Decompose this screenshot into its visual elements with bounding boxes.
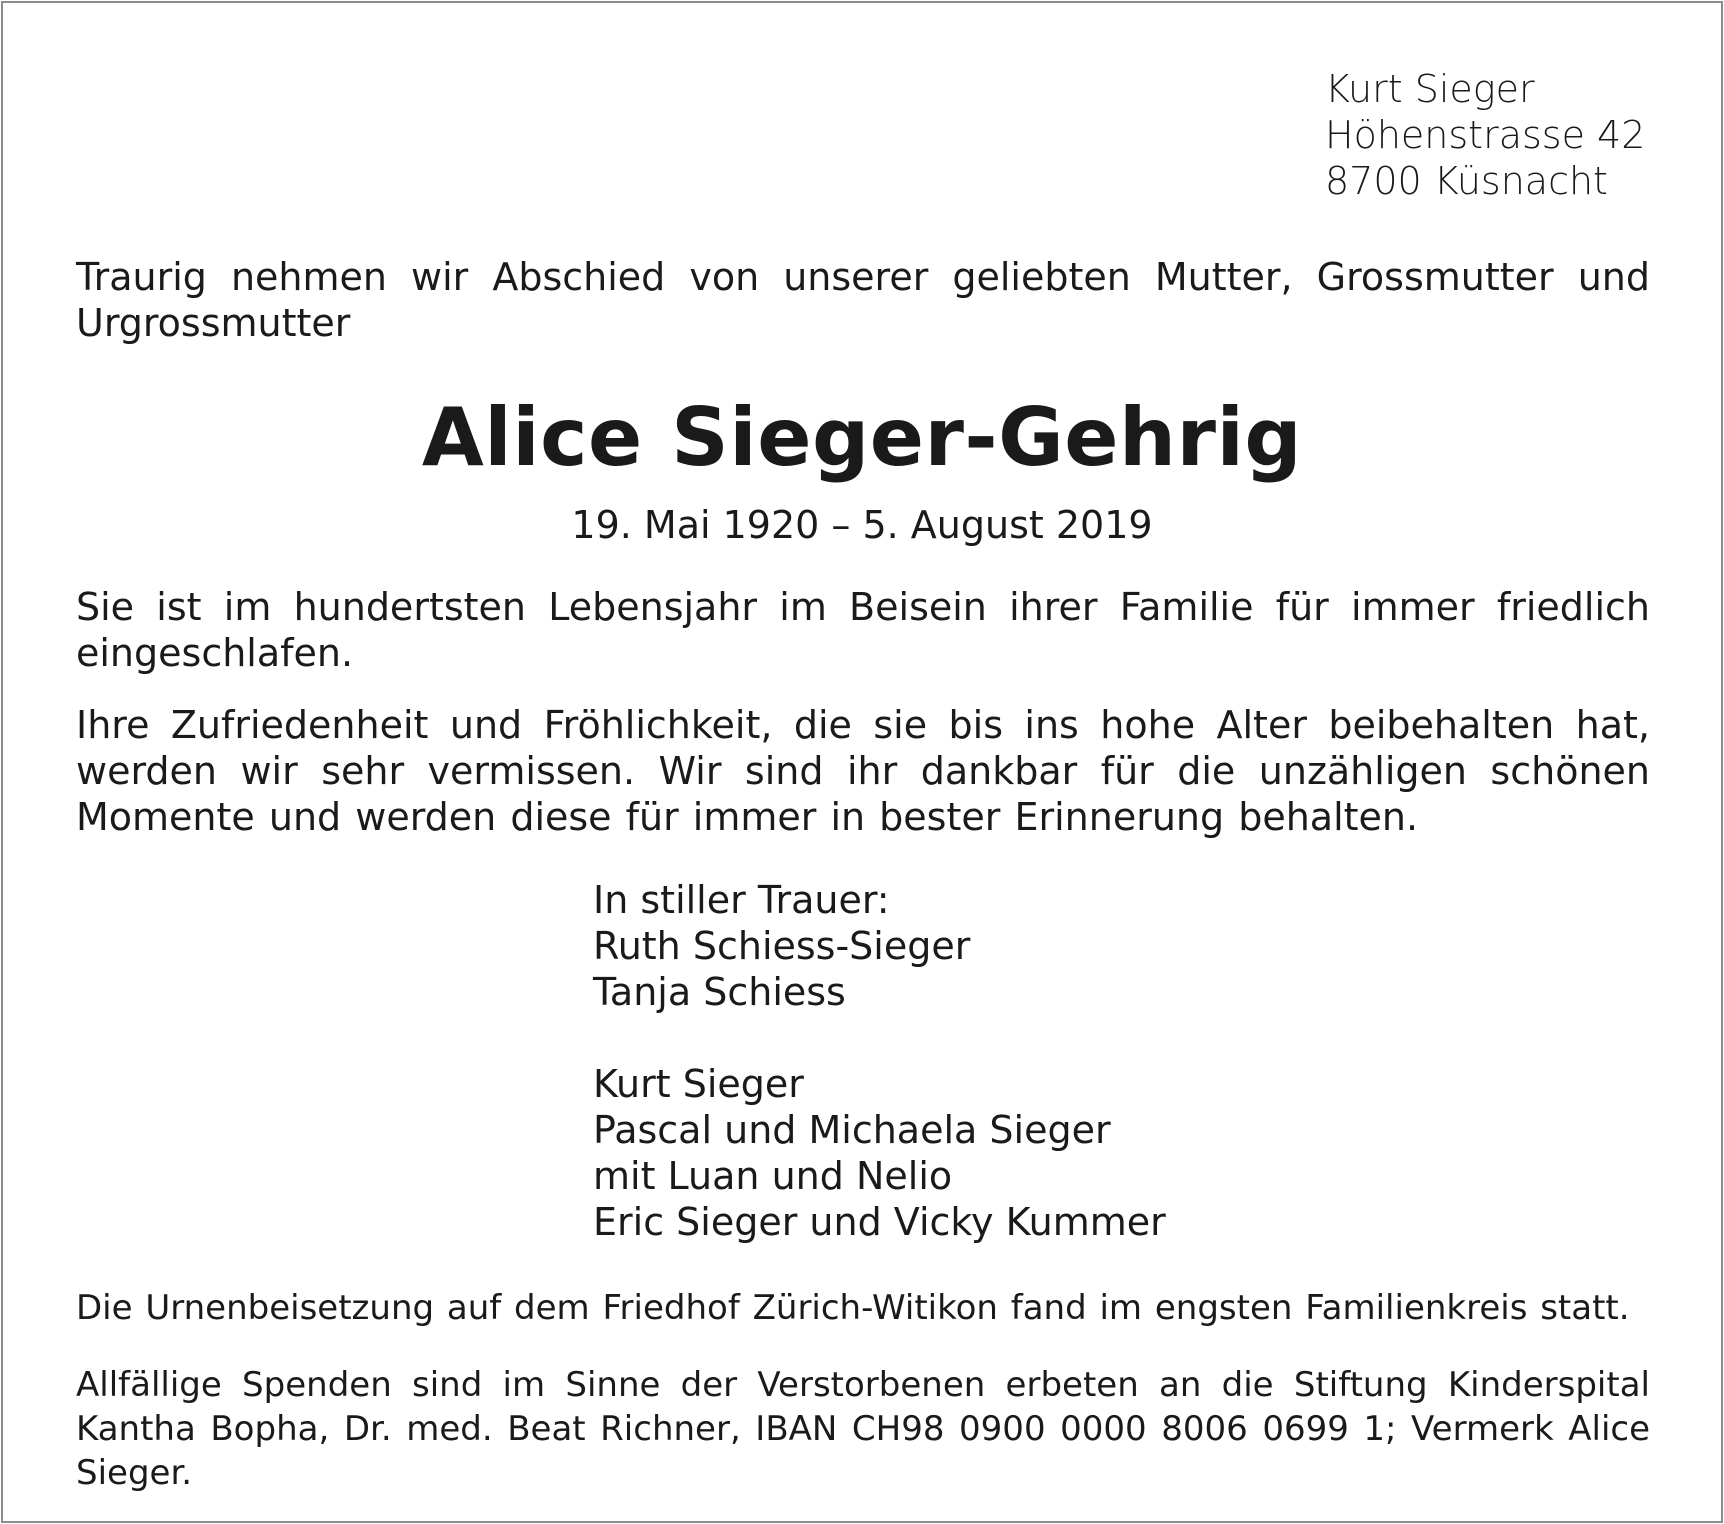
- mourner-name: Tanja Schiess: [593, 970, 846, 1014]
- mourner-name: Kurt Sieger: [593, 1062, 804, 1106]
- paragraph-passing: Sie ist im hundertsten Lebensjahr im Beisein ihrer Familie für immer friedlich eingeschlafen.: [76, 585, 1650, 675]
- sender-address: [1325, 66, 1645, 204]
- mourners-heading: In stiller Trauer:: [593, 878, 890, 922]
- paragraph-memories: Ihre Zufriedenheit und Fröhlichkeit, die sie bis ins hohe Alter beibehalten hat, werden wir sehr vermissen. Wir sind ihr dankbar für die unzähligen schönen Momente und werden diese für immer in bester Erinnerung behalten.: [76, 703, 1650, 839]
- mourner-name: Pascal und Michaela Sieger: [593, 1108, 1111, 1152]
- mourners-spacer: [593, 1015, 1166, 1061]
- intro-text: Traurig nehmen wir Abschied von unserer geliebten Mutter, Grossmutter und Urgrossmutter: [76, 255, 1650, 345]
- mourner-name: mit Luan und Nelio: [593, 1154, 953, 1198]
- deceased-name: Alice Sieger-Gehrig: [421, 391, 1303, 484]
- mourners-list: [593, 877, 1166, 1245]
- sender-city: 8700 Küsnacht: [1325, 159, 1608, 203]
- life-dates: 19. Mai 1920 – 5. August 2019: [571, 503, 1153, 547]
- burial-notice: Die Urnenbeisetzung auf dem Friedhof Zürich-Witikon fand im engsten Familienkreis statt.: [76, 1288, 1630, 1328]
- mourner-name: Eric Sieger und Vicky Kummer: [593, 1200, 1166, 1244]
- donation-notice: Allfällige Spenden sind im Sinne der Verstorbenen erbeten an die Stiftung Kinderspital Kantha Bopha, Dr. med. Beat Richner, IBAN CH98 0900 0000 8006 0699 1; Vermerk Alice Sieger.: [76, 1365, 1650, 1493]
- sender-name: Kurt Sieger: [1325, 67, 1535, 111]
- mourner-name: Ruth Schiess-Sieger: [593, 924, 971, 968]
- sender-street: Höhenstrasse 42: [1325, 113, 1646, 157]
